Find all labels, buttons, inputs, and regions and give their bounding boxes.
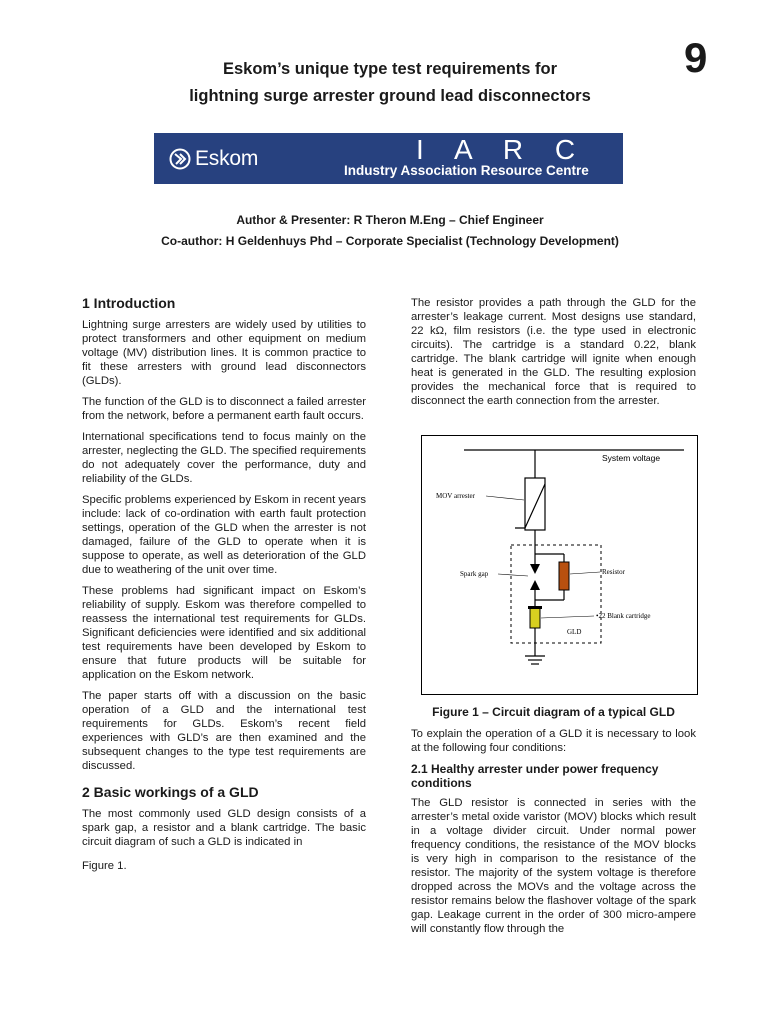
spark-gap-symbol-bottom — [530, 580, 540, 590]
cartridge-pointer — [541, 616, 594, 618]
intro-paragraph: These problems had significant impact on Eskom’s reliability of supply. Eskom was therefore compelled to reassess the international test requirements for GLDs. Significant deficiencies were identified and six additional test requirements have been developed by Eskom to ensure that future products will be suitable for application on the Eskom network. — [82, 585, 366, 681]
iarc-acronym: I A R C — [416, 134, 588, 165]
circuit-diagram-svg — [422, 436, 697, 694]
section-1-heading: 1 Introduction — [82, 295, 176, 311]
system-voltage-label: System voltage — [602, 453, 661, 463]
page-number: 9 — [684, 34, 708, 81]
figure-1-caption: Figure 1 – Circuit diagram of a typical GLD — [432, 705, 675, 719]
intro-paragraph: The function of the GLD is to disconnect a failed arrester from the network, before a permanent earth fault occurs. — [82, 396, 366, 422]
spark-gap-label: Spark gap — [460, 570, 489, 578]
resistor-symbol — [559, 562, 569, 590]
section-2-paragraph: The most commonly used GLD design consists of a spark gap, a resistor and a blank cartridge. The basic circuit diagram of such a GLD is indicated in — [82, 808, 366, 848]
intro-paragraph: The paper starts off with a discussion on the basic operation of a GLD and the international test requirements for GLDs. Eskom’s recent field experiences with GLD’s are then examined and the subsequent changes to the type test requirements are discussed. — [82, 690, 366, 772]
eskom-logo-icon — [169, 148, 191, 170]
resistor-pointer — [570, 572, 600, 574]
section-2-heading: 2 Basic workings of a GLD — [82, 784, 259, 800]
eskom-logo — [169, 147, 258, 171]
circuit-diagram — [421, 435, 698, 695]
mov-arrester-label: MOV arrester — [436, 492, 475, 500]
author-block — [100, 210, 680, 252]
mov-label-pointer — [486, 496, 524, 500]
spark-gap-pointer — [498, 574, 528, 576]
blank-cartridge-symbol — [530, 608, 540, 628]
iarc-full-name: Industry Association Resource Centre — [344, 163, 589, 178]
iarc-banner — [154, 133, 623, 184]
resistor-label: Resistor — [602, 568, 625, 576]
figure-reference: Figure 1. — [82, 860, 127, 872]
intro-paragraph: Specific problems experienced by Eskom in recent years include: lack of co-ordination with earth fault protection settings, operation of the GLD when the arrester is not damaged, failure of the GLD to operate when it is suppose to operate, as well as deterioration of the GLD due to weathering of the unit over time. — [82, 494, 366, 576]
title-line-2: lightning surge arrester ground lead disconnectors — [189, 87, 591, 105]
conditions-intro: To explain the operation of a GLD it is necessary to look at the following four conditions: — [411, 728, 696, 754]
author-line: Author & Presenter: R Theron M.Eng – Chief Engineer — [236, 213, 544, 227]
blank-cartridge-label: •22 Blank cartridge — [596, 612, 651, 620]
section-2-1-heading: 2.1 Healthy arrester under power frequency conditions — [411, 762, 659, 790]
gld-enclosure — [511, 545, 601, 643]
coauthor-line: Co-author: H Geldenhuys Phd – Corporate Specialist (Technology Development) — [161, 234, 619, 248]
healthy-arrester-paragraph: The GLD resistor is connected in series with the arrester’s metal oxide varistor (MOV) blocks which result in a voltage divider circuit. Under normal power frequency conditions, the resistance of the MOV blocks is very high in comparison to the resistance of the resistor. The majority of the system voltage is therefore dropped across the MOVs and the voltage across the resistor remains below the flashover voltage of the spark gap. Leakage current in the order of 300 micro-ampere will constantly flow through the — [411, 797, 696, 935]
right-column — [411, 296, 696, 943]
eskom-logo-text: Eskom — [195, 147, 259, 170]
intro-paragraph: International specifications tend to focus mainly on the arrester, neglecting the GLD. The specified requirements do not adequately cover the performance, duty and reliability of the GLDs. — [82, 431, 366, 485]
intro-paragraph: Lightning surge arresters are widely used by utilities to protect transformers and other equipment on medium voltage (MV) distribution lines. It is common practice to fit these arresters with ground lead disconnectors (GLDs). — [82, 319, 366, 387]
spark-gap-symbol-top — [530, 564, 540, 574]
title-line-1: Eskom’s unique type test requirements for — [222, 60, 558, 78]
left-column — [82, 296, 366, 880]
gld-label: GLD — [567, 628, 582, 636]
page-title — [120, 56, 660, 110]
cartridge-cap — [528, 606, 542, 609]
resistor-paragraph: The resistor provides a path through the GLD for the arrester’s leakage current. Most designs use standard, 22 kΩ, film resistors (i.e. the type used in electronic circuits). The cartridge is a standard 0.22, blank cartridge. The blank cartridge will ignite when enough heat is generated in the GLD. The resulting explosion provides the mechanical force that is required to disconnect the earth connection from the arrester. — [411, 297, 696, 407]
